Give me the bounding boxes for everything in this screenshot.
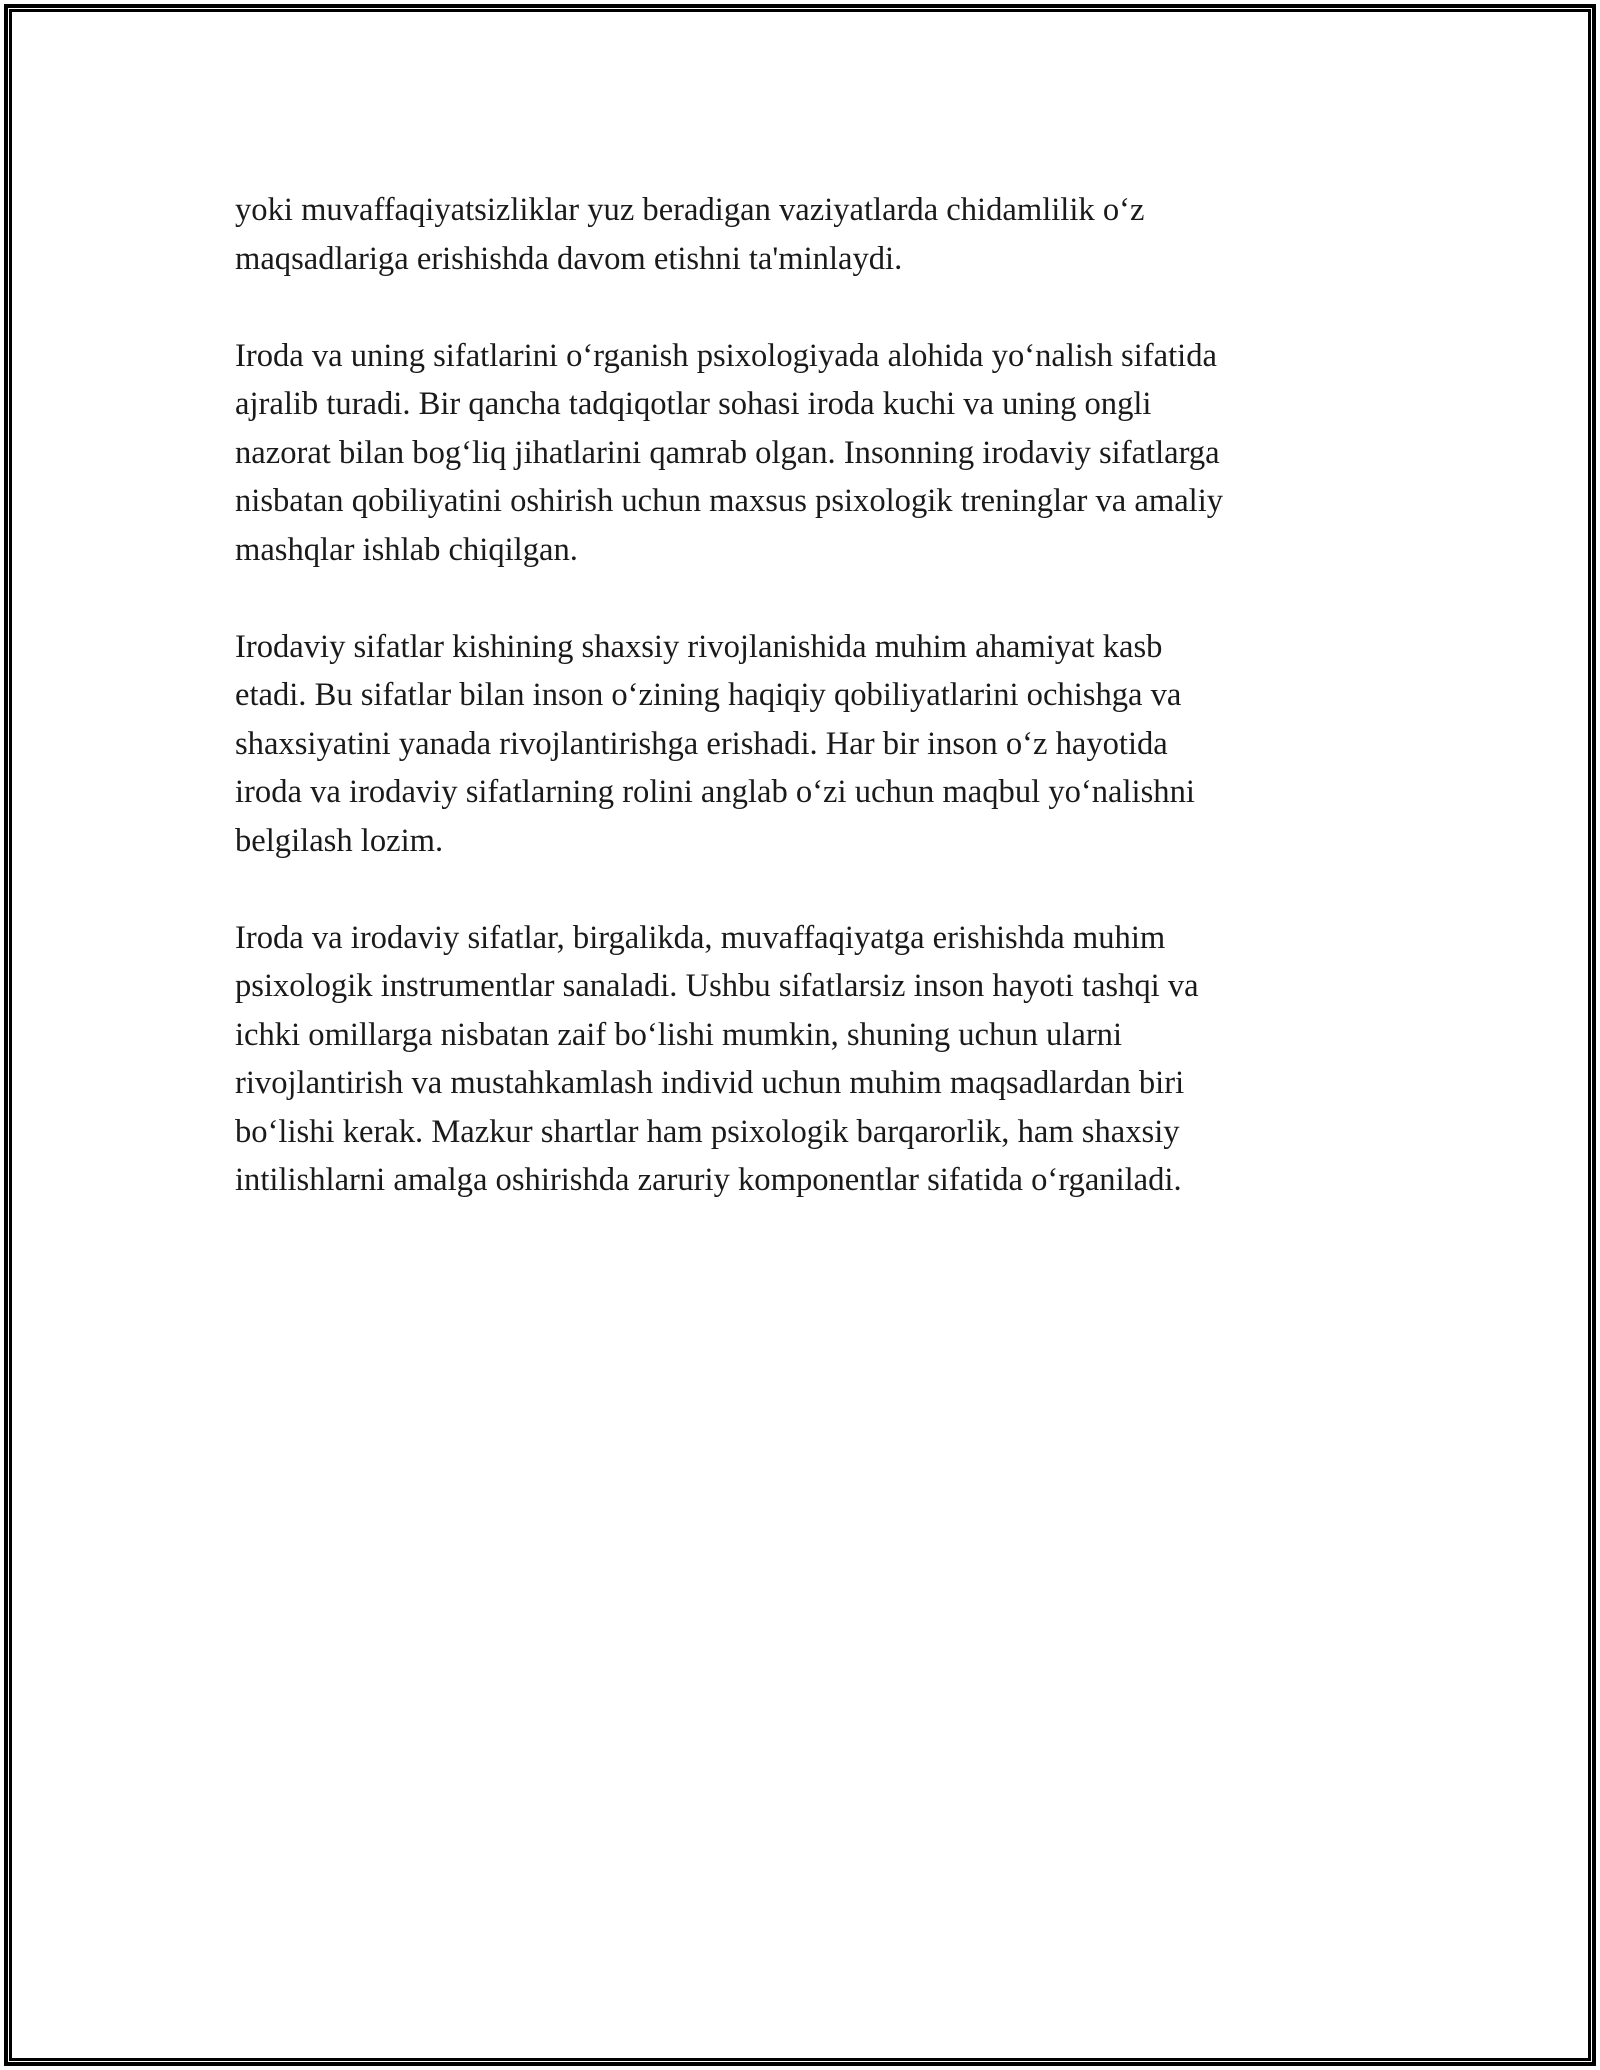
text-line: psixologik instrumentlar sanaladi. Ushbu sifatlarsiz inson hayoti tashqi va [235,968,1199,1004]
text-line: belgilash lozim. [235,822,444,859]
text-line: maqsadlariga erishishda davom etishni ta'minlaydi. [235,240,903,277]
document-body [235,186,1355,1205]
text-line: rivojlantirish va mustahkamlash individ uchun muhim maqsadlardan biri [235,1065,1185,1101]
text-line: bo‘lishi kerak. Mazkur shartlar ham psixologik barqarorlik, ham shaxsiy [235,1113,1180,1150]
text-line: shaxsiyatini yanada rivojlantirishga erishadi. Har bir inson o‘z hayotida [235,725,1168,762]
text-line: ichki omillarga nisbatan zaif bo‘lishi mumkin, shuning uchun ularni [235,1016,1123,1053]
text-line: Irodaviy sifatlar kishining shaxsiy rivojlanishida muhim ahamiyat kasb [235,628,1163,665]
paragraph-1 [235,186,1355,283]
text-line: nazorat bilan bog‘liq jihatlarini qamrab olgan. Insonning irodaviy sifatlarga [235,434,1220,471]
paragraph-3 [235,623,1355,866]
text-line: iroda va irodaviy sifatlarning rolini anglab o‘zi uchun maqbul yo‘nalishni [235,774,1195,810]
text-line: Iroda va irodaviy sifatlar, birgalikda, muvaffaqiyatga erishishda muhim [235,919,1166,956]
text-line: yoki muvaffaqiyatsizliklar yuz beradigan vaziyatlarda chidamlilik o‘z [235,192,1145,228]
text-line: Iroda va uning sifatlarini o‘rganish psixologiyada alohida yo‘nalish sifatida [235,337,1217,374]
paragraph-2 [235,332,1355,575]
text-line: ajralib turadi. Bir qancha tadqiqotlar sohasi iroda kuchi va uning ongli [235,386,1152,422]
text-line: mashqlar ishlab chiqilgan. [235,531,578,568]
text-line: nisbatan qobiliyatini oshirish uchun maxsus psixologik treninglar va amaliy [235,483,1224,519]
text-line: etadi. Bu sifatlar bilan inson o‘zining haqiqiy qobiliyatlarini ochishga va [235,677,1182,713]
paragraph-4 [235,914,1355,1205]
text-line: intilishlarni amalga oshirishda zaruriy komponentlar sifatida o‘rganiladi. [235,1162,1182,1198]
